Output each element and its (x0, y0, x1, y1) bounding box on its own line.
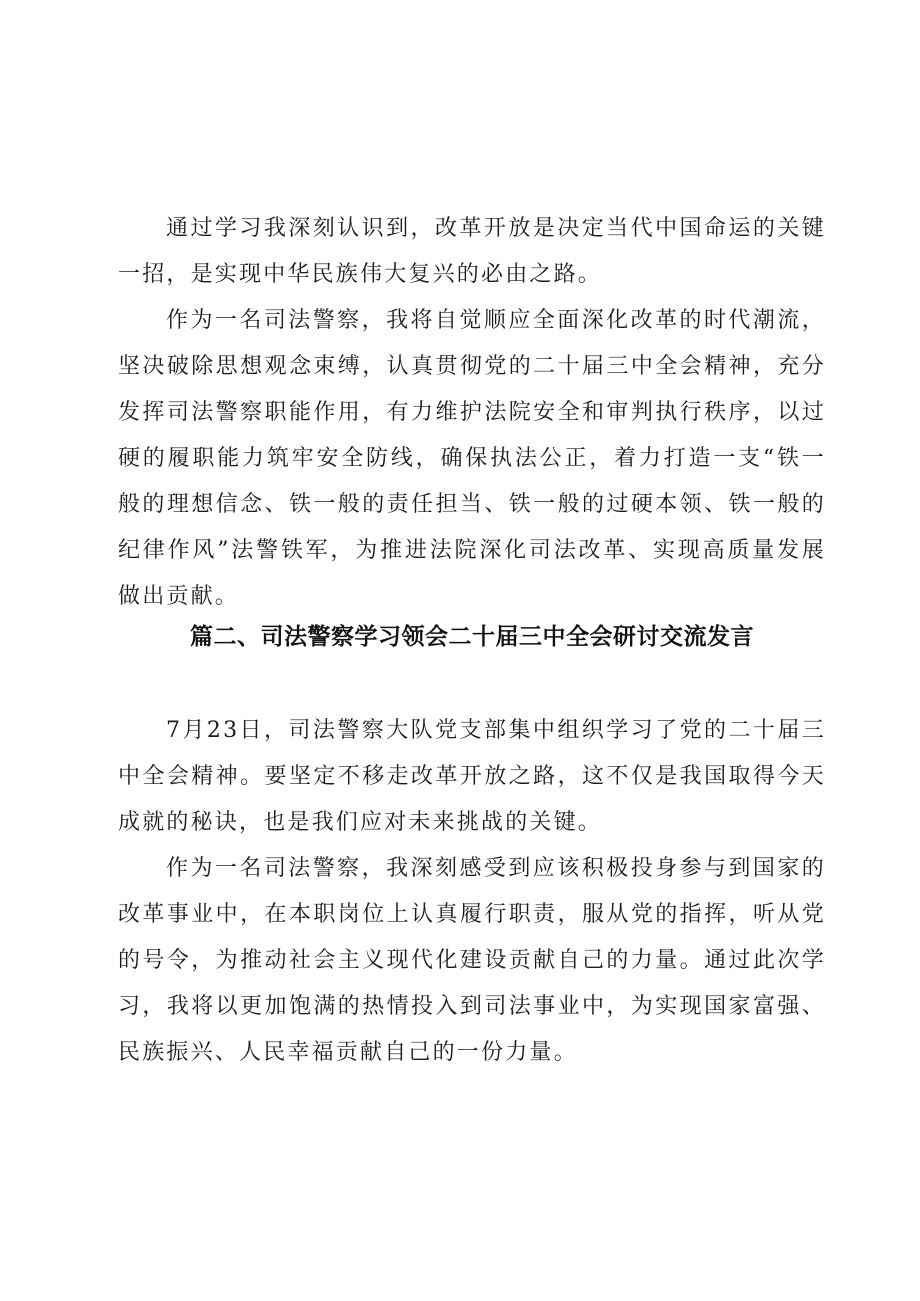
section-heading: 篇二、司法警察学习领会二十届三中全会研讨交流发言 (190, 624, 754, 650)
body-paragraph: 作为一名司法警察，我将自觉顺应全面深化改革的时代潮流，坚决破除思想观念束缚，认真贯彻党的二十届三中全会精神，充分发挥司法警察职能作用，有力维护法院安全和审判执行秩序，以过硬的履职能力筑牢安全防线，确保执法公正，着力打造一支“铁一般的理想信念、铁一般的责任担当、铁一般的过硬本领、铁一般的纪律作风”法警铁军，为推进法院深化司法改革、实现高质量发展做出贡献。 (118, 308, 826, 609)
body-paragraph: 作为一名司法警察，我深刻感受到应该积极投身参与到国家的改革事业中，在本职岗位上认真履行职责，服从党的指挥，听从党的号令，为推动社会主义现代化建设贡献自己的力量。通过此次学习，我将以更加饱满的热情投入到司法事业中，为实现国家富强、民族振兴、人民幸福贡献自己的一份力量。 (118, 856, 826, 1065)
body-paragraph: 通过学习我深刻认识到，改革开放是决定当代中国命运的关键一招，是实现中华民族伟大复兴的必由之路。 (118, 216, 826, 287)
body-paragraph: 7月23日，司法警察大队党支部集中组织学习了党的二十届三中全会精神。要坚定不移走改革开放之路，这不仅是我国取得今天成就的秘诀，也是我们应对未来挑战的关键。 (118, 718, 826, 835)
